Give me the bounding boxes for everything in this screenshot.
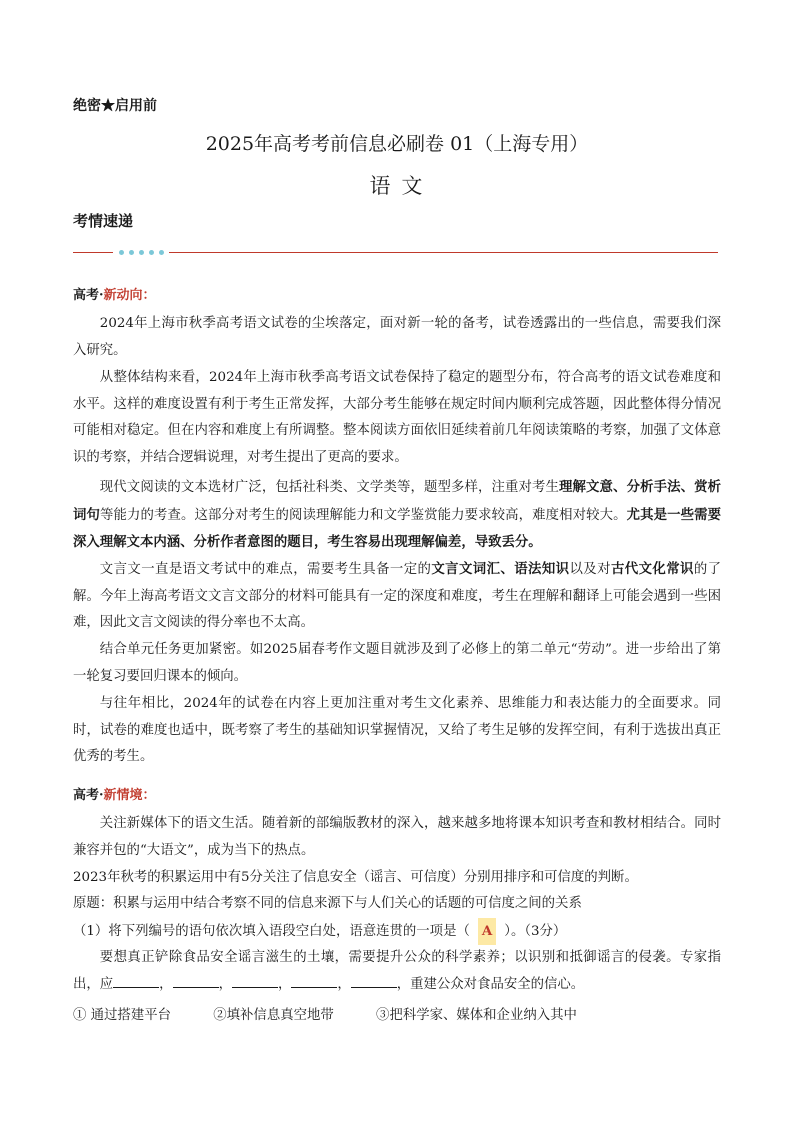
paragraph-comparison: 与往年相比，2024年的试卷在内容上更加注重对考生文化素养、思维能力和表达能力的全面要求。同时，试卷的难度也适中，既考察了考生的基础知识掌握情况，又给了考生足够的发挥空间，有利于选拔出真正优秀的考生。 <box>73 696 721 764</box>
subsection-heading-contexts <box>73 784 156 803</box>
section-title: 考情速递 <box>73 212 134 230</box>
dot-icon <box>129 250 134 255</box>
text-run: 等能力的考查。这部分对考生的阅读理解能力和文学鉴赏能力要求较高，难度相对较大。 <box>100 507 627 523</box>
text-run: 现代文阅读的文本选材广泛，包括社科类、文学类等，题型多样，注重对考生 <box>99 480 560 495</box>
bold-run: 尤其是一些需要深入理解文本内涵、分析作者意图的题目，考生容易出现理解偏差，导致丢分。 <box>73 506 722 550</box>
paragraph-original-question: 原题：积累与运用中结合考察不同的信息来源下与人们关心的话题的可信度之间的关系 <box>73 896 582 911</box>
paragraph-unit-tasks: 结合单元任务更加紧密。如2025届春考作文题目就涉及到了必修上的第二单元“劳动”。进一步给出了第一轮复习要回归课本的倾向。 <box>73 642 721 684</box>
fill-blank <box>351 973 397 988</box>
bold-run: 理解文意、分析手法、赏析词句 <box>73 479 721 523</box>
question-passage: 要想真正铲除食品安全谣言滋生的土壤，需要提升公众的科学素养；以识别和抵御谣言的侵袭。专家指出，应 ， ， ， ， ，重建公众对食品安全的信心。 <box>73 950 721 992</box>
fill-blank <box>173 973 219 988</box>
heading-emphasis: 新情境： <box>103 788 156 803</box>
text-run: 的了解。今年上海高考语文文言文部分的材料可能具有一定的深度和难度，考生在理解和翻译上可能会遇到一些困难，因此文言文阅读的得分率也不太高。 <box>73 562 722 630</box>
text-run: 文言文一直是语文考试中的难点，需要考生具备一定的 <box>99 562 432 577</box>
option-item: ① 通过搭建平台 <box>73 1008 171 1023</box>
fill-blank <box>113 973 159 988</box>
passage-text: ，重建公众对食品安全的信心。 <box>396 976 585 992</box>
question-stem <box>73 918 721 946</box>
paragraph-structure: 从整体结构来看，2024年上海市秋季高考语文试卷保持了稳定的题型分布，符合高考的语文试卷难度和水平。这样的难度设置有利于考生正常发挥，大部分考生能够在规定时间内顺利完成答题，因此整体得分情况可能相对稳定。但在内容和难度上有所调整。整本阅读方面依旧延续着前几年阅读策略的考察，加强了文体意识的考察，并结合逻辑说理，对考生提出了更高的要求。 <box>73 370 721 465</box>
subject-title: 语 文 <box>369 174 425 198</box>
divider-line-right <box>169 252 718 253</box>
passage-text: 要想真正铲除食品安全谣言滋生的土壤，需要提升公众的科学素养；以识别和抵御谣言的侵袭。专家指出，应 <box>73 950 721 992</box>
paragraph-classical-chinese <box>73 556 721 637</box>
heading-prefix: 高考· <box>73 788 104 803</box>
option-item: ③把科学家、媒体和企业纳入其中 <box>376 1008 577 1023</box>
paragraph-intro: 2024年上海市秋季高考语文试卷的尘埃落定，面对新一轮的备考，试卷透露出的一些信息，需要我们深入研究。 <box>73 316 721 358</box>
heading-emphasis: 新动向： <box>103 288 156 303</box>
paragraph-modern-reading <box>73 474 721 557</box>
heading-prefix: 高考· <box>73 288 104 303</box>
bold-run: 文言文词汇、语法知识 <box>431 561 570 577</box>
page-title: 2025年高考考前信息必刷卷 01（上海专用） <box>205 133 589 155</box>
bold-run: 古代文化常识 <box>610 561 694 577</box>
paragraph-new-media: 关注新媒体下的语文生活。随着新的部编版教材的深入，越来越多地将课本知识考查和教材相结合。同时兼容并包的“大语文”，成为当下的热点。 <box>73 816 721 858</box>
dot-icon <box>119 250 124 255</box>
dot-icon <box>139 250 144 255</box>
text-run: 以及对 <box>569 562 611 577</box>
divider-dots <box>119 247 164 257</box>
question-prefix: （1）将下列编号的语句依次填入语段空白处，语意连贯的一项是（ <box>73 924 470 939</box>
divider-line-left <box>73 252 113 253</box>
paragraph-2023-exam: 2023年秋考的积累运用中有5分关注了信息安全（谣言、可信度）分别用排序和可信度的判断。 <box>73 870 638 885</box>
question-suffix: ）。（3分） <box>504 924 567 939</box>
dot-icon <box>149 250 154 255</box>
fill-blank <box>291 973 337 988</box>
confidential-label: 绝密★启用前 <box>73 98 157 114</box>
fill-blank <box>232 973 278 988</box>
option-item: ②填补信息真空地带 <box>213 1008 334 1023</box>
subsection-heading-trends <box>73 284 156 303</box>
dot-icon <box>159 250 164 255</box>
answer-highlight: A <box>478 918 496 945</box>
option-list <box>73 1004 615 1023</box>
decorative-divider <box>73 247 718 257</box>
